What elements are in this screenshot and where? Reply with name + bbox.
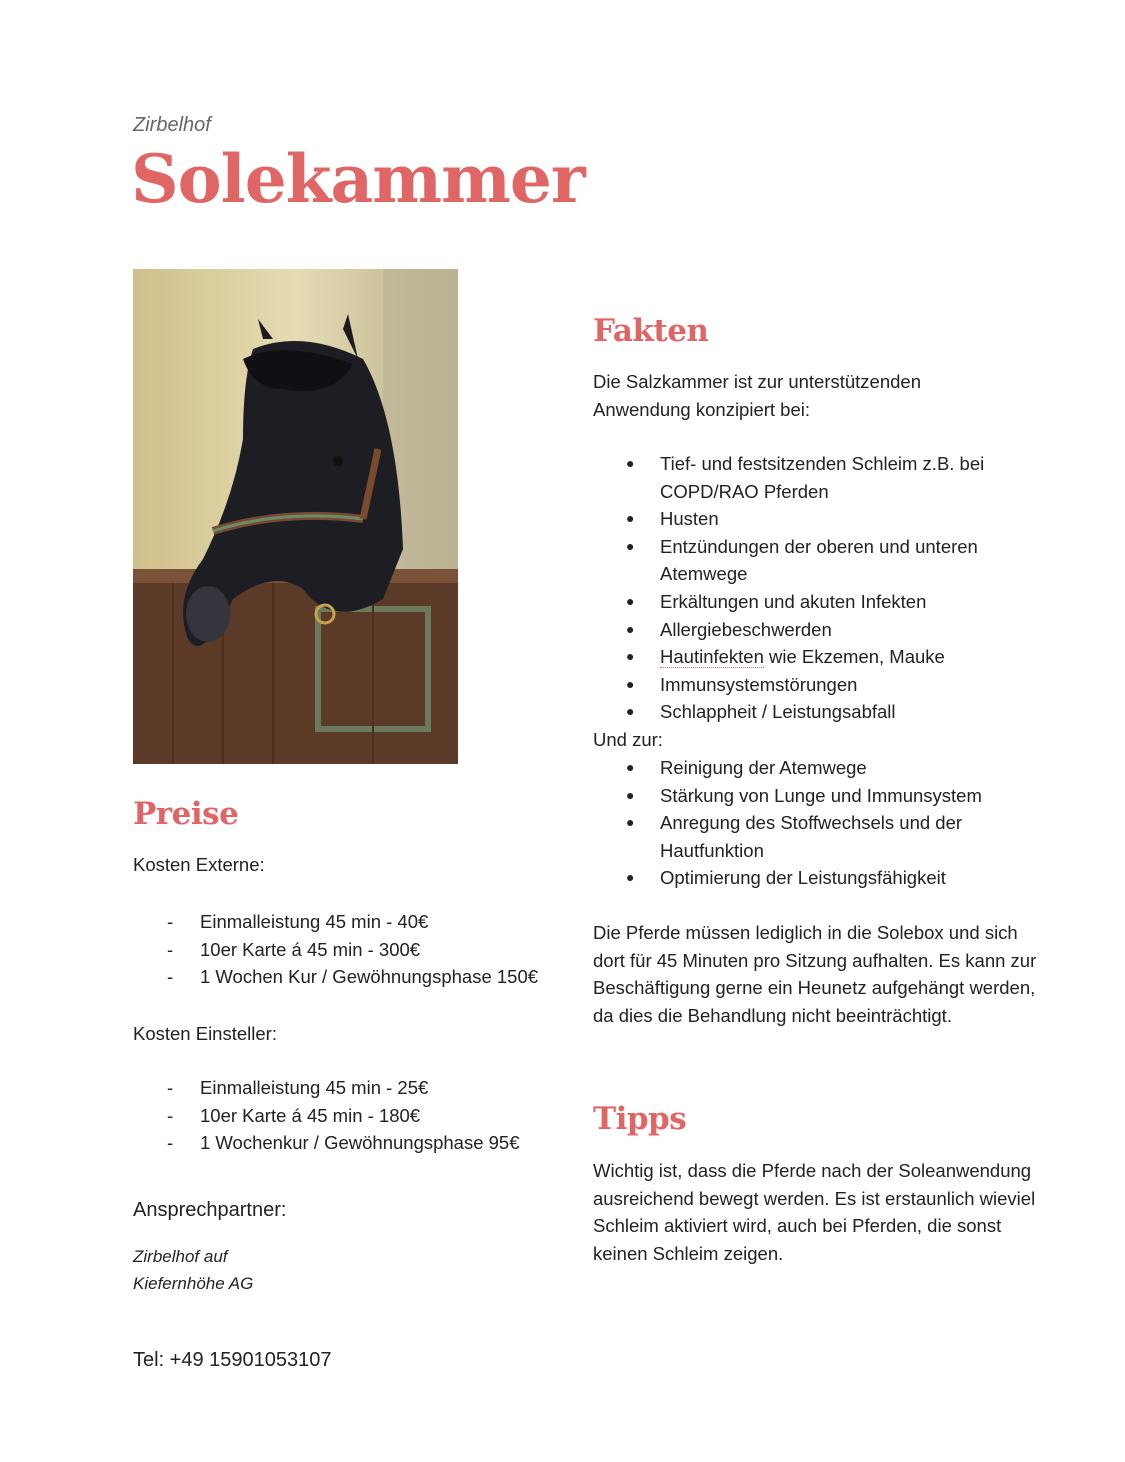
document-title: Solekammer xyxy=(131,140,585,218)
list-item: ● Anregung des Stoffwechsels und der Hautfunktion xyxy=(593,809,1033,864)
list-item: ● Reinigung der Atemwege xyxy=(593,754,1033,782)
fakten-list-zur xyxy=(593,754,1033,892)
list-item: ● Allergiebeschwerden xyxy=(593,616,1033,644)
list-item: ● Entzündungen der oberen und unteren Atemwege xyxy=(593,533,1033,588)
document-subtitle: Zirbelhof xyxy=(133,114,211,136)
list-item xyxy=(593,643,1033,671)
hautinfekten-rest: wie Ekzemen, Mauke xyxy=(763,646,945,668)
contact-name-line1: Zirbelhof auf xyxy=(133,1247,228,1266)
horse-photo xyxy=(133,269,458,764)
telephone-number: Tel: +49 15901053107 xyxy=(133,1349,332,1371)
contact-name-line2: Kiefernhöhe AG xyxy=(133,1274,254,1293)
tipps-paragraph: Wichtig ist, dass die Pferde nach der Soleanwendung ausreichend bewegt werden. Es ist erstaunlich wieviel Schleim aktiviert wird, auch bei Pferden, die sonst keinen Schleim zeigen. xyxy=(593,1160,1036,1264)
list-item: ● Stärkung von Lunge und Immunsystem xyxy=(593,782,1033,810)
horse-illustration xyxy=(133,269,458,764)
list-item: - 10er Karte á 45 min - 180€ xyxy=(133,1102,583,1130)
tipps-heading: Tipps xyxy=(593,1101,687,1137)
list-item: - 1 Wochenkur / Gewöhnungsphase 95€ xyxy=(133,1129,583,1157)
list-item: - Einmalleistung 45 min - 40€ xyxy=(133,908,583,936)
list-item: ● Optimierung der Leistungsfähigkeit xyxy=(593,864,1033,892)
list-item: ● Tief- und festsitzenden Schleim z.B. bei COPD/RAO Pferden xyxy=(593,450,1033,505)
hautinfekten-word: Hautinfekten xyxy=(660,646,764,668)
fakten-heading: Fakten xyxy=(593,313,709,349)
kosten-einsteller-label: Kosten Einsteller: xyxy=(133,1023,277,1044)
list-item: - 1 Wochen Kur / Gewöhnungsphase 150€ xyxy=(133,963,583,991)
preise-heading: Preise xyxy=(133,796,239,832)
fakten-paragraph: Die Pferde müssen lediglich in die Solebox und sich dort für 45 Minuten pro Sitzung aufhalten. Es kann zur Beschäftigung gerne ein Heunetz aufgehängt werden, da dies die Behandlung nicht beeinträchtigt. xyxy=(593,922,1037,1026)
list-item: ● Schlappheit / Leistungsabfall xyxy=(593,698,1033,726)
kosten-externe-label: Kosten Externe: xyxy=(133,854,265,875)
kosten-externe-list xyxy=(133,908,583,991)
fakten-intro: Die Salzkammer ist zur unterstützenden Anwendung konzipiert bei: xyxy=(593,371,921,420)
und-zur-label: Und zur: xyxy=(593,729,663,750)
list-item: - Einmalleistung 45 min - 25€ xyxy=(133,1074,583,1102)
list-item: ● Immunsystemstörungen xyxy=(593,671,1033,699)
list-item: ● Erkältungen und akuten Infekten xyxy=(593,588,1033,616)
list-item: - 10er Karte á 45 min - 300€ xyxy=(133,936,583,964)
kosten-einsteller-list xyxy=(133,1074,583,1157)
fakten-list-bei xyxy=(593,450,1033,726)
list-item: ● Husten xyxy=(593,505,1033,533)
ansprechpartner-label: Ansprechpartner: xyxy=(133,1199,287,1221)
